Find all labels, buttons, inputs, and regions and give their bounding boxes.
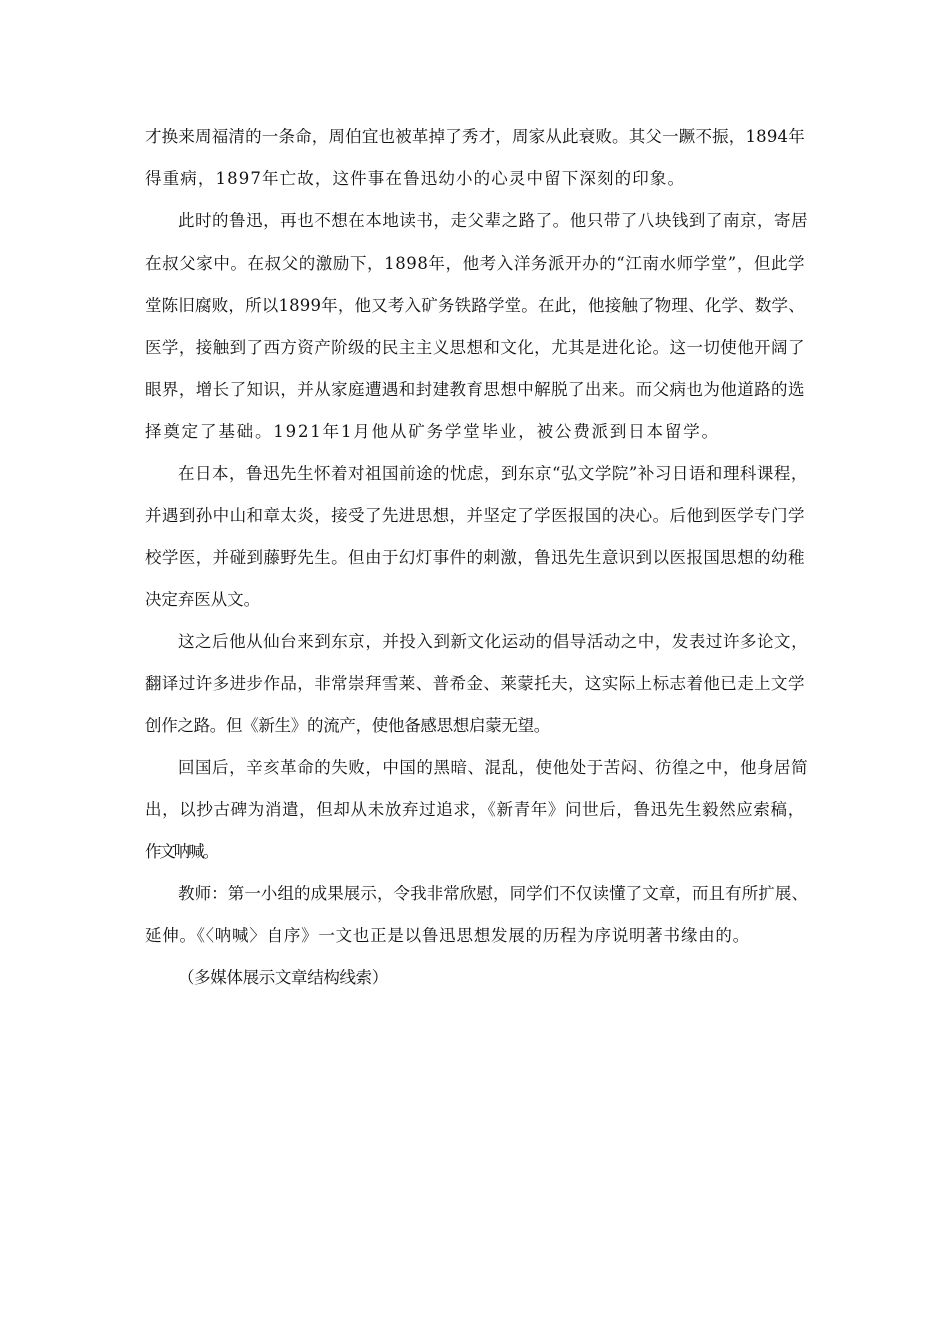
text-line: 创作之路。但《新生》的流产，使他备感思想启蒙无望。 — [145, 716, 551, 735]
paragraph-start-line: 回国后，辛亥革命的失败，中国的黑暗、混乱，使他处于苦闷、彷徨之中，他身居简 — [178, 758, 809, 777]
paragraph-start-line: 在日本，鲁迅先生怀着对祖国前途的忧虑，到东京“弘文学院”补习日语和理科课程， — [178, 464, 808, 483]
text-line: 延伸。《〈呐喊〉自序》一文也正是以鲁迅思想发展的历程为序说明著书缘由的。 — [145, 926, 750, 945]
text-line: 翻译过许多进步作品，非常崇拜雪莱、普希金、莱蒙托夫，这实际上标志着他已走上文学 — [145, 674, 805, 693]
paragraph-start-line: 此时的鲁迅，再也不想在本地读书，走父辈之路了。他只带了八块钱到了南京，寄居 — [178, 211, 809, 230]
text-line: 择奠定了基础。1921年1月他从矿务学堂毕业，被公费派到日本留学。 — [145, 422, 720, 441]
text-line: 出，以抄古碑为消遣，但却从未放弃过追求，《新青年》问世后，鲁迅先生毅然应索稿， — [145, 800, 805, 819]
text-line: 堂陈旧腐败，所以1899年，他又考入矿务铁路学堂。在此，他接触了物理、化学、数学、 — [145, 296, 805, 315]
paragraph-start-line: 这之后他从仙台来到东京，并投入到新文化运动的倡导活动之中，发表过许多论文， — [178, 632, 809, 651]
text-line: 才换来周福清的一条命，周伯宜也被革掉了秀才，周家从此衰败。其父一蹶不振，1894年 — [145, 127, 805, 146]
text-line: 并遇到孙中山和章太炎，接受了先进思想，并坚定了学医报国的决心。后他到医学专门学 — [145, 506, 805, 525]
text-line: 决定弃医从文。 — [145, 590, 261, 609]
text-line: 校学医，并碰到藤野先生。但由于幻灯事件的刺激，鲁迅先生意识到以医报国思想的幼稚 — [145, 548, 805, 567]
text-line: 作文呐喊。 — [145, 842, 218, 861]
text-line: 医学，接触到了西方资产阶级的民主主义思想和文化，尤其是进化论。这一切使他开阔了 — [145, 338, 805, 357]
stage-direction-line: （多媒体展示文章结构线索） — [178, 968, 388, 987]
text-line: 眼界，增长了知识，并从家庭遭遇和封建教育思想中解脱了出来。而父病也为他道路的选 — [145, 380, 805, 399]
text-line: 在叔父家中。在叔父的激励下，1898年，他考入洋务派开办的“江南水师学堂”，但此学 — [145, 254, 806, 273]
paragraph-start-line: 教师：第一小组的成果展示，令我非常欣慰，同学们不仅读懂了文章，而且有所扩展、 — [178, 884, 809, 903]
text-line: 得重病，1897年亡故，这件事在鲁迅幼小的心灵中留下深刻的印象。 — [145, 169, 686, 188]
